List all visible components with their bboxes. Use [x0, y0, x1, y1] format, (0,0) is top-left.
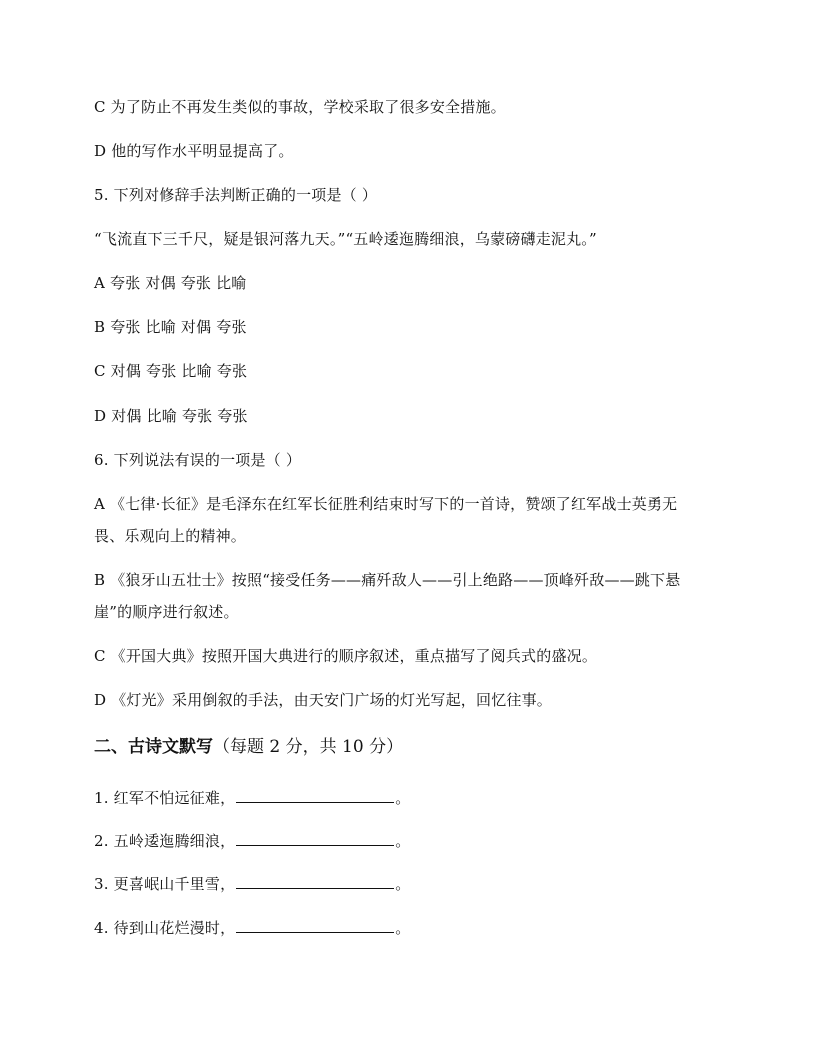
- question-6-option-b-line1: B 《狼牙山五壮士》按照“接受任务——痛歼敌人——引上绝路——顶峰歼敌——跳下悬: [94, 571, 681, 589]
- question-5-option-b: B 夸张 比喻 对偶 夸张: [94, 318, 247, 336]
- fill-blank[interactable]: [236, 874, 394, 889]
- fill-blank[interactable]: [236, 831, 394, 846]
- question-6-option-a-line2: 畏、乐观向上的精神。: [94, 527, 247, 545]
- fill-item: [94, 873, 734, 895]
- question-6: 6. 下列说法有误的一项是（ ）: [94, 451, 302, 469]
- question-5-quote: “飞流直下三千尺，疑是银河落九天。”“五岭逶迤腾细浪，乌蒙磅礴走泥丸。”: [94, 230, 597, 248]
- section-2-title-bold: 二、古诗文默写: [94, 737, 213, 757]
- question-6-option-b-line2: 崖”的顺序进行叙述。: [94, 603, 239, 621]
- fill-item: [94, 787, 734, 809]
- question-5: 5. 下列对修辞手法判断正确的一项是（ ）: [94, 186, 378, 204]
- question-6-option-c: C 《开国大典》按照开国大典进行的顺序叙述，重点描写了阅兵式的盛况。: [94, 647, 598, 665]
- option-c-line: C 为了防止不再发生类似的事故，学校采取了很多安全措施。: [94, 98, 506, 116]
- fill-blank[interactable]: [236, 788, 394, 803]
- question-5-option-a: A 夸张 对偶 夸张 比喻: [94, 274, 247, 292]
- fill-item-end: 。: [395, 875, 411, 893]
- question-5-option-d: D 对偶 比喻 夸张 夸张: [94, 407, 248, 425]
- fill-item-text: 4. 待到山花烂漫时，: [94, 919, 236, 937]
- fill-blank[interactable]: [236, 918, 394, 933]
- question-6-option-d: D 《灯光》采用倒叙的手法，由天安门广场的灯光写起，回忆往事。: [94, 691, 552, 709]
- option-d-line: D 他的写作水平明显提高了。: [94, 142, 294, 160]
- question-5-option-c: C 对偶 夸张 比喻 夸张: [94, 362, 248, 380]
- question-6-option-a-line1: A 《七律·长征》是毛泽东在红军长征胜利结束时写下的一首诗，赞颂了红军战士英勇无: [94, 495, 678, 513]
- section-2-title: [94, 735, 403, 759]
- fill-item-text: 1. 红军不怕远征难，: [94, 789, 236, 807]
- fill-item: [94, 830, 734, 852]
- fill-item-text: 3. 更喜岷山千里雪，: [94, 875, 236, 893]
- fill-item-end: 。: [395, 789, 411, 807]
- section-2-title-scoring: （每题 2 分，共 10 分）: [213, 737, 404, 757]
- fill-item-end: 。: [395, 919, 411, 937]
- fill-item: [94, 917, 734, 939]
- fill-item-end: 。: [395, 832, 411, 850]
- fill-item-text: 2. 五岭逶迤腾细浪，: [94, 832, 236, 850]
